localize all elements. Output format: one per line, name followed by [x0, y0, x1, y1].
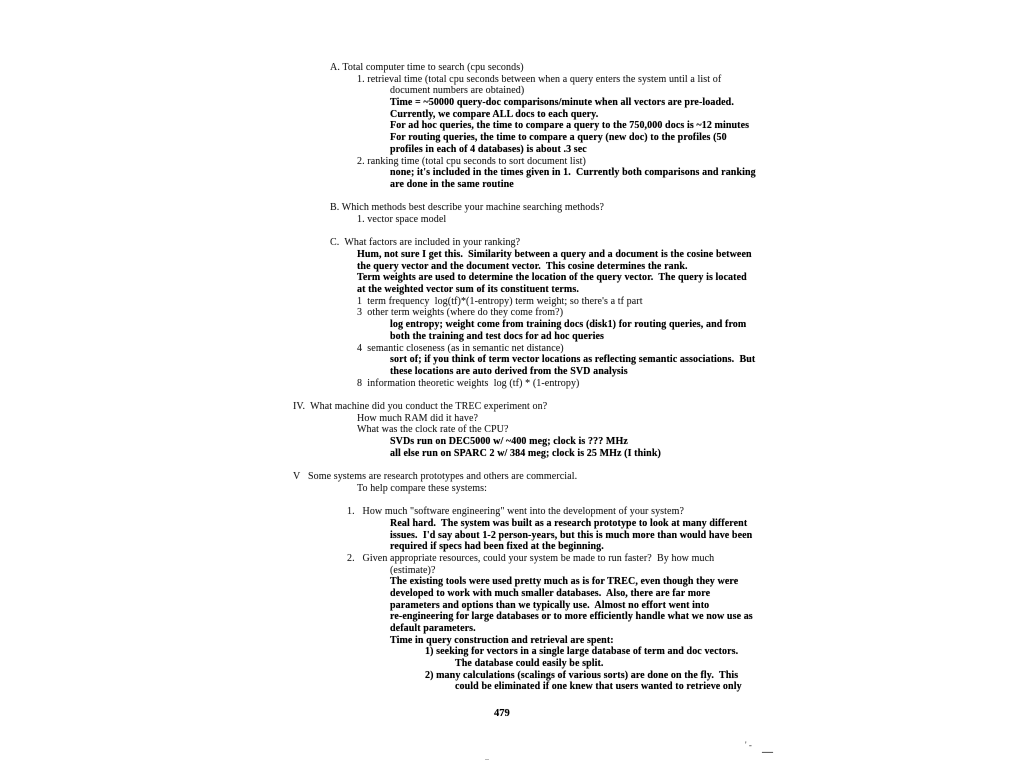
- text-line: How much RAM did it have?: [357, 412, 479, 424]
- text-line: parameters and options than we typically use. Almost no effort went into: [390, 599, 710, 611]
- text-line: Time = ~50000 query-doc comparisons/minute when all vectors are pre-loaded.: [390, 97, 734, 109]
- text-line: 3 other term weights (where do they come from?): [357, 307, 564, 319]
- text-line: IV. What machine did you conduct the TREC experiment on?: [293, 400, 548, 412]
- text-line: The existing tools were used pretty much as is for TREC, even though they were: [390, 576, 739, 588]
- text-line: 2) many calculations (scalings of various sorts) are done on the fly. This: [425, 669, 739, 681]
- text-line: profiles in each of 4 databases) is about .3 sec: [390, 143, 587, 155]
- text-line: required if specs had been fixed at the beginning.: [390, 541, 604, 553]
- text-line: these locations are auto derived from the SVD analysis: [390, 365, 628, 377]
- text-line: all else run on SPARC 2 w/ 384 meg; clock is 25 MHz (I think): [390, 447, 661, 459]
- blank-line: [293, 459, 833, 471]
- blank-line: [293, 389, 833, 401]
- text-line: 1) seeking for vectors in a single large database of term and doc vectors.: [425, 646, 739, 658]
- text-line: document numbers are obtained): [390, 85, 525, 97]
- text-line: Hum, not sure I get this. Similarity between a query and a document is the cosine between: [357, 249, 752, 260]
- text-line: Term weights are used to determine the location of the query vector. The query is located: [357, 272, 747, 284]
- text-line: SVDs run on DEC5000 w/ ~400 meg; clock is ??? MHz: [390, 436, 628, 447]
- text-line: 8 information theoretic weights log (tf) * (1-entropy): [357, 377, 580, 389]
- text-line: 1. retrieval time (total cpu seconds between when a query enters the system until a list of: [357, 73, 722, 85]
- text-line: none; it's included in the times given in 1. Currently both comparisons and ranking: [390, 167, 756, 179]
- text-line: both the training and test docs for ad hoc queries: [390, 330, 604, 342]
- text-line: Currently, we compare ALL docs to each query.: [390, 108, 599, 120]
- text-line: B. Which methods best describe your machine searching methods?: [330, 202, 604, 214]
- text-line: are done in the same routine: [390, 178, 514, 190]
- text-line: The database could easily be split.: [455, 658, 604, 670]
- blank-line: [293, 191, 833, 203]
- text-line: For routing queries, the time to compare a query (new doc) to the profiles (50: [390, 132, 727, 144]
- text-line: For ad hoc queries, the time to compare a query to the 750,000 docs is ~12 minutes: [390, 120, 750, 132]
- text-line: default parameters.: [390, 623, 476, 634]
- text-line: (estimate)?: [390, 564, 436, 576]
- text-line: could be eliminated if one knew that users wanted to retrieve only: [455, 681, 742, 693]
- text-line: log entropy; weight come from training docs (disk1) for routing queries, and from: [390, 319, 747, 331]
- text-line: 2. Given appropriate resources, could your system be made to run faster? By how much: [347, 552, 715, 564]
- text-line: the query vector and the document vector. This cosine determines the rank.: [357, 260, 688, 272]
- text-line: V Some systems are research prototypes and others are commercial.: [293, 471, 578, 483]
- text-line: sort of; if you think of term vector locations as reflecting semantic associations. But: [390, 354, 756, 366]
- scan-artifact-dots-right: ' -: [745, 740, 752, 750]
- text-line: C. What factors are included in your ranking?: [330, 237, 521, 249]
- text-line: issues. I'd say about 1-2 person-years, but this is much more than would have been: [390, 529, 753, 541]
- blank-line: [293, 494, 833, 506]
- text-line: at the weighted vector sum of its constituent terms.: [357, 284, 579, 296]
- text-line: To help compare these systems:: [357, 482, 488, 494]
- scan-artifact-dots-center: ..: [485, 753, 489, 762]
- text-line: Real hard. The system was built as a research prototype to look at many different: [390, 517, 748, 529]
- text-line: 4 semantic closeness (as in semantic net distance): [357, 342, 564, 354]
- text-line: 1 term frequency log(tf)*(1-entropy) term weight; so there's a tf part: [357, 295, 643, 307]
- text-line: A. Total computer time to search (cpu seconds): [330, 62, 524, 73]
- text-line: developed to work with much smaller databases. Also, there are far more: [390, 587, 711, 599]
- text-line: re-engineering for large databases or to more efficiently handle what we now use as: [390, 611, 753, 623]
- document-body: [293, 62, 833, 693]
- scan-artifact-dash: —: [762, 746, 773, 758]
- text-line: 1. vector space model: [357, 213, 447, 225]
- blank-line: [293, 226, 833, 238]
- text-line: Time in query construction and retrieval are spent:: [390, 634, 614, 646]
- text-line: 2. ranking time (total cpu seconds to sort document list): [357, 155, 586, 167]
- text-line: 1. How much "software engineering" went into the development of your system?: [347, 506, 684, 518]
- text-line: What was the clock rate of the CPU?: [357, 424, 509, 436]
- page-number: 479: [494, 708, 510, 719]
